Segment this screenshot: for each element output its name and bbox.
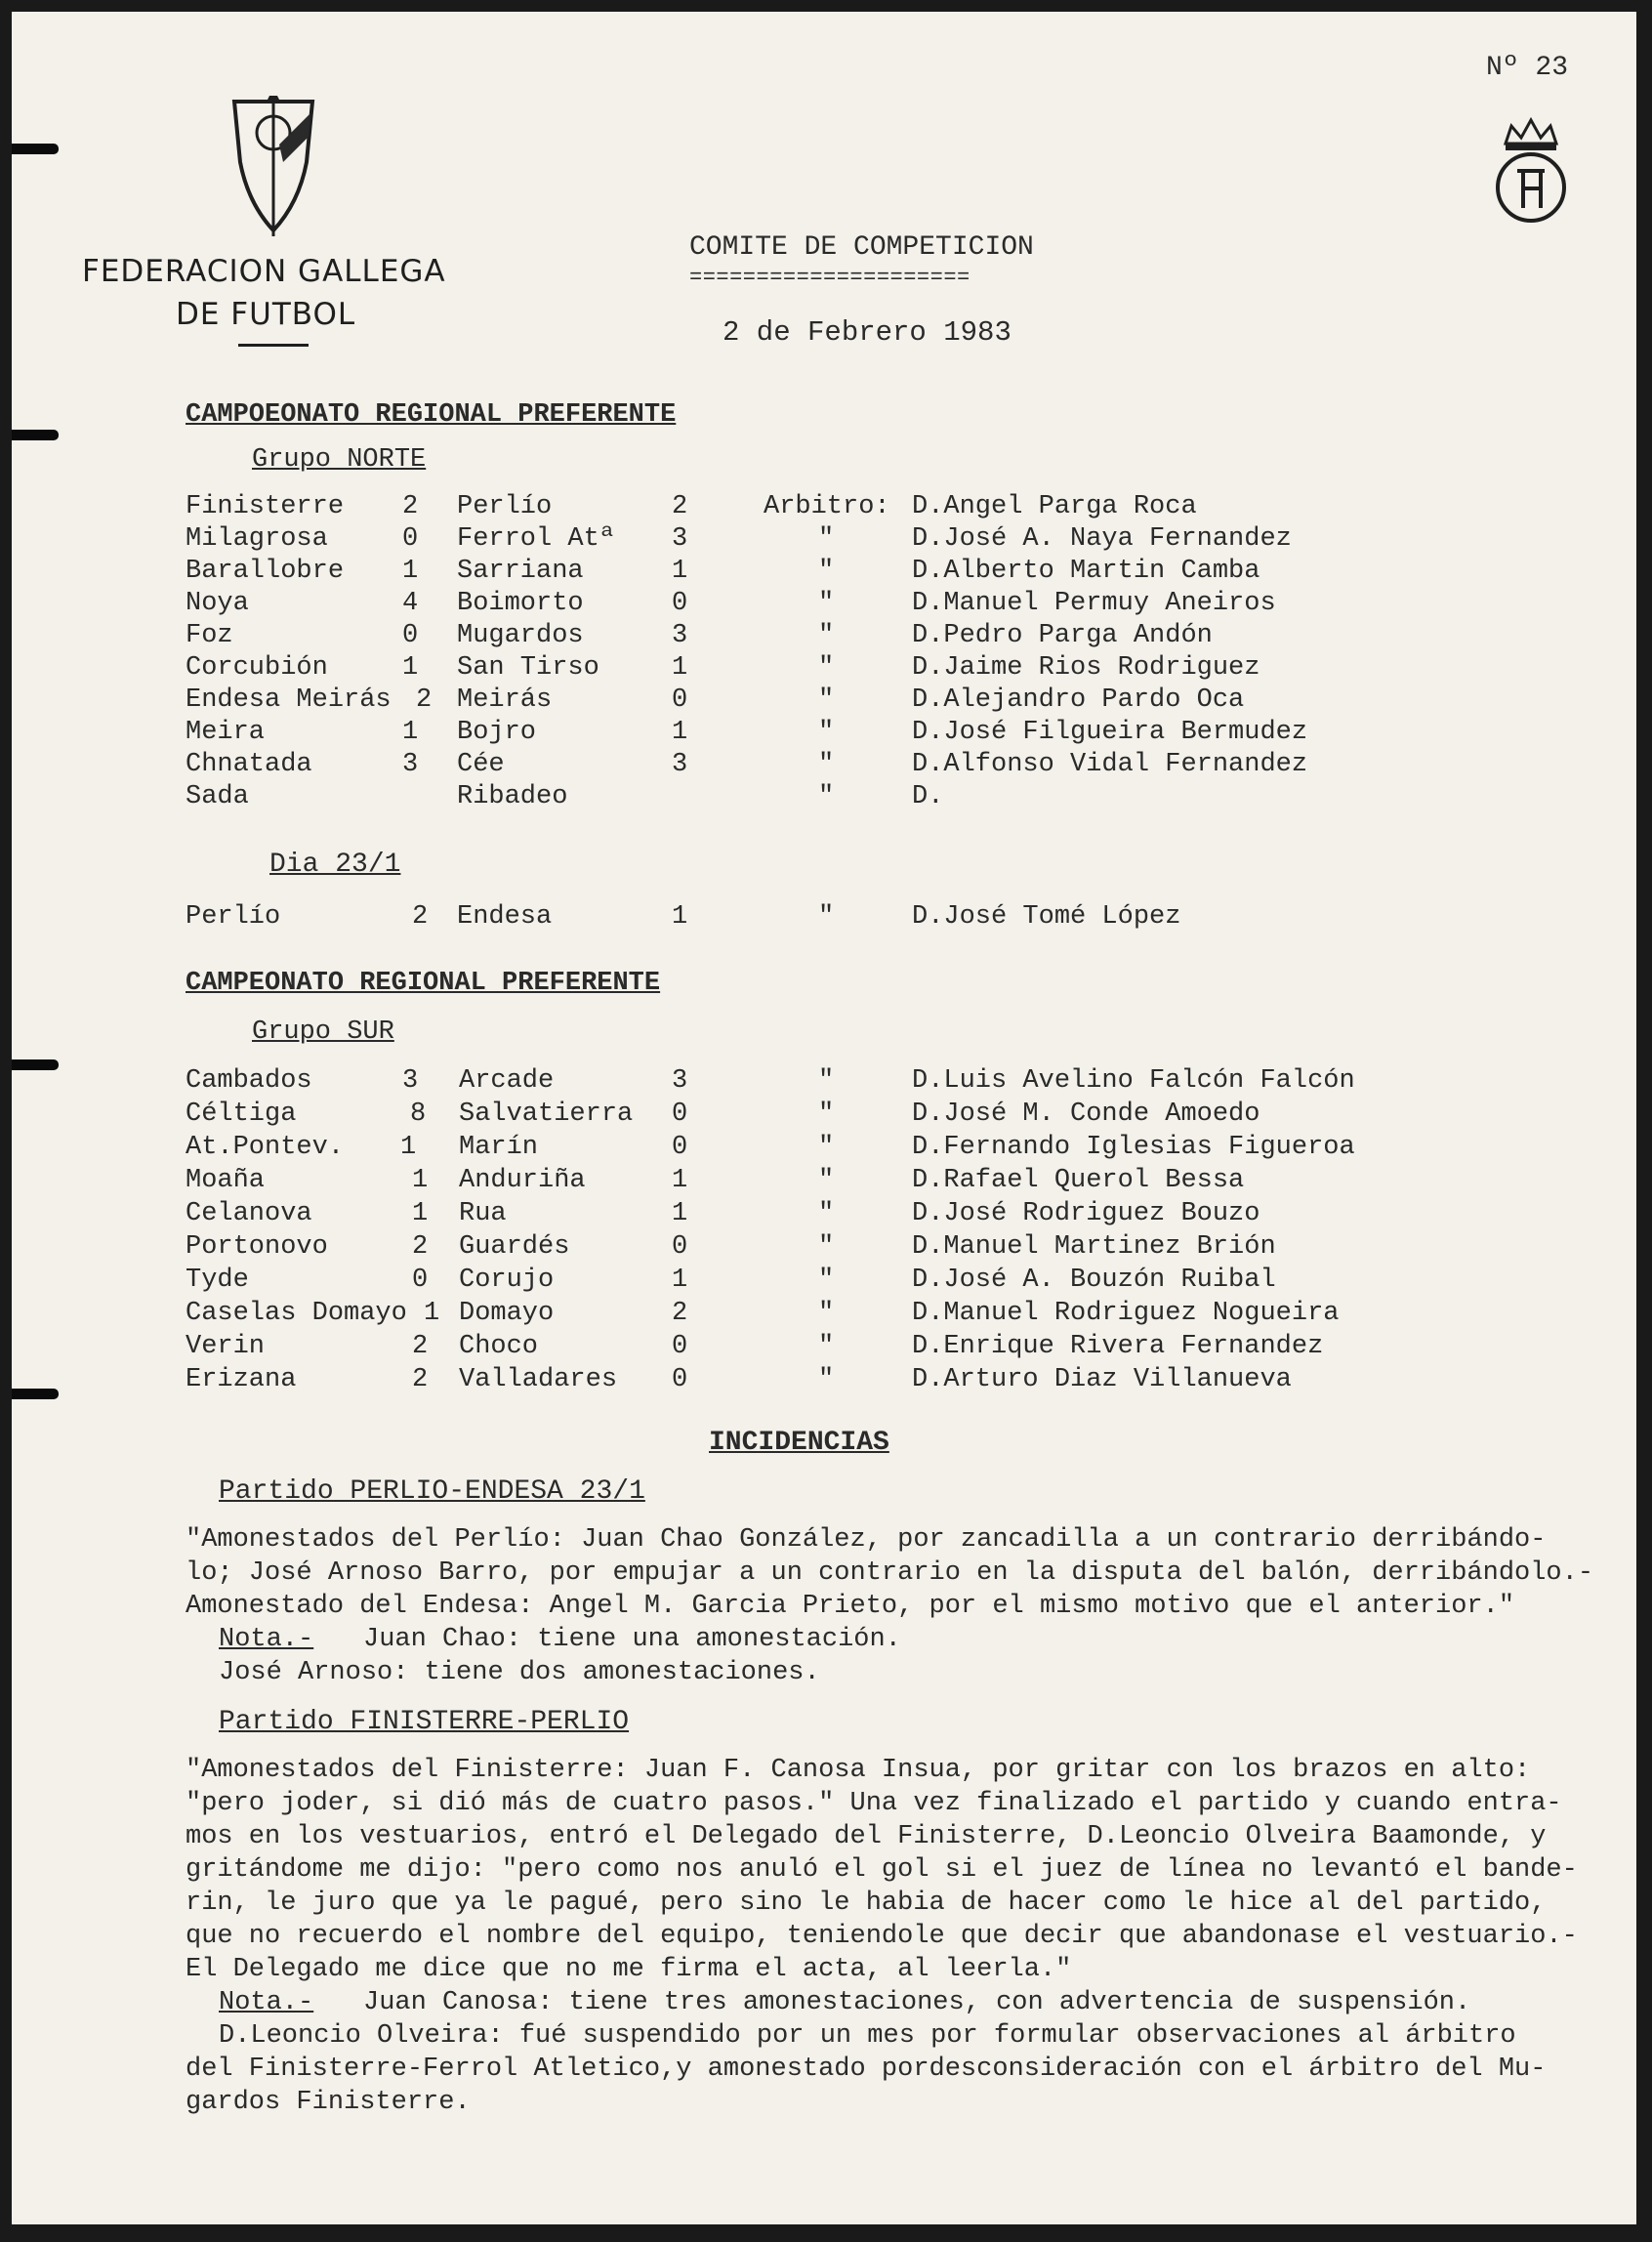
punch-hole: [12, 1389, 59, 1399]
referee-name: D.Arturo Diaz Villanueva: [912, 1365, 1292, 1394]
home-team: Moaña: [186, 1166, 266, 1195]
home-goals: 4: [402, 589, 419, 618]
match-list-day: [186, 902, 1357, 937]
referee-name: D.Luis Avelino Falcón Falcón: [912, 1066, 1355, 1096]
match-list-sur: [186, 1066, 1396, 1398]
home-goals: 1: [402, 718, 419, 747]
home-goals: 8: [410, 1100, 427, 1129]
nota-line: D.Leoncio Olveira: fué suspendido por un mes por formular observaciones al árbitro: [219, 2021, 1516, 2051]
document-page: [12, 12, 1636, 2224]
home-goals: 3: [402, 1066, 419, 1096]
referee-label: ": [818, 1199, 835, 1228]
referee-label: ": [818, 1332, 835, 1361]
home-team: Tyde: [186, 1266, 249, 1295]
referee-label: ": [818, 1066, 835, 1096]
referee-name: D.José Filgueira Bermudez: [912, 718, 1308, 747]
referee-label: ": [818, 782, 835, 811]
home-team: At.Pontev.: [186, 1133, 345, 1162]
referee-name: D.: [912, 782, 944, 811]
away-team: Arcade: [459, 1066, 555, 1096]
home-team: Corcubión: [186, 653, 328, 683]
referee-label: ": [818, 1266, 835, 1295]
referee-name: D.José M. Conde Amoedo: [912, 1100, 1260, 1129]
referee-label: ": [818, 1232, 835, 1262]
home-team: Cambados: [186, 1066, 312, 1096]
home-goals: 1: [412, 1166, 429, 1195]
incident-text-line: "pero joder, si dió más de cuatro pasos." Una vez finalizado el partido y cuando entra-: [186, 1789, 1562, 1818]
federation-shield-icon: [228, 94, 318, 240]
punch-hole: [12, 430, 59, 440]
home-goals: 3: [402, 750, 419, 779]
home-goals: 2: [412, 902, 429, 932]
away-goals: 3: [672, 1066, 688, 1096]
away-goals: 3: [672, 750, 688, 779]
home-goals: 0: [402, 524, 419, 554]
away-team: Sarriana: [457, 557, 584, 586]
match-list-norte: [186, 492, 1357, 844]
home-team: Verin: [186, 1332, 266, 1361]
home-team: Endesa Meirás: [186, 685, 392, 715]
referee-label: ": [818, 653, 835, 683]
away-goals: 1: [672, 718, 688, 747]
nota-line: del Finisterre-Ferrol Atletico,y amonestado pordesconsideración con el árbitro del Mu-: [186, 2055, 1547, 2084]
referee-name: D.Fernando Iglesias Figueroa: [912, 1133, 1355, 1162]
away-team: Marín: [459, 1133, 539, 1162]
away-goals: 3: [672, 621, 688, 650]
referee-label: ": [818, 1365, 835, 1394]
away-goals: 0: [672, 1133, 688, 1162]
away-team: Ferrol Atª: [457, 524, 616, 554]
nota-line: José Arnoso: tiene dos amonestaciones.: [219, 1658, 820, 1687]
home-team: Milagrosa: [186, 524, 328, 554]
referee-name: D.Manuel Rodriguez Nogueira: [912, 1299, 1340, 1328]
away-team: Cée: [457, 750, 505, 779]
referee-label: ": [818, 750, 835, 779]
away-goals: 1: [672, 653, 688, 683]
nota-line: Juan Canosa: tiene tres amonestaciones, con advertencia de suspensión.: [363, 1988, 1471, 2017]
away-team: Bojro: [457, 718, 537, 747]
referee-label: ": [818, 621, 835, 650]
home-team: Portonovo: [186, 1232, 328, 1262]
document-date: 2 de Febrero 1983: [723, 316, 1012, 349]
home-goals: 0: [402, 621, 419, 650]
home-team: Perlío: [186, 902, 281, 932]
away-goals: 0: [672, 1332, 688, 1361]
nota-line: gardos Finisterre.: [186, 2088, 471, 2117]
incident-text-line: "Amonestados del Perlío: Juan Chao González, por zancadilla a un contrario derribándo-: [186, 1525, 1547, 1555]
away-team: Ribadeo: [457, 782, 568, 811]
home-team: Meira: [186, 718, 266, 747]
away-team: Salvatierra: [459, 1100, 634, 1129]
incident-text-line: gritándome me dijo: "pero como nos anuló el gol si el juez de línea no levantó el bande-: [186, 1855, 1578, 1885]
championship-heading-norte: CAMPOEONATO REGIONAL PREFERENTE: [186, 400, 677, 430]
federation-name-line1: FEDERACION GALLEGA: [82, 254, 446, 289]
incident-text-line: Amonestado del Endesa: Angel M. Garcia Prieto, por el mismo motivo que el anterior.": [186, 1592, 1515, 1621]
home-goals: 1: [424, 1299, 440, 1328]
incident-text-line: lo; José Arnoso Barro, por empujar a un contrario en la disputa del balón, derribándolo.-: [186, 1558, 1594, 1588]
home-goals: 1: [402, 557, 419, 586]
referee-name: D.Jaime Rios Rodriguez: [912, 653, 1260, 683]
home-team: Céltiga: [186, 1100, 297, 1129]
away-goals: 0: [672, 1365, 688, 1394]
nota-line: Juan Chao: tiene una amonestación.: [363, 1625, 901, 1654]
incident-2-title: Partido FINISTERRE-PERLIO: [219, 1707, 630, 1737]
referee-name: D.Alfonso Vidal Fernandez: [912, 750, 1308, 779]
referee-label: Arbitro:: [764, 492, 890, 521]
title-underline: =====================: [689, 266, 971, 290]
away-goals: 1: [672, 1166, 688, 1195]
away-team: Anduriña: [459, 1166, 586, 1195]
away-goals: 1: [672, 902, 688, 932]
away-team: Valladares: [459, 1365, 618, 1394]
away-goals: 0: [672, 1232, 688, 1262]
incidencias-heading: INCIDENCIAS: [709, 1428, 889, 1458]
away-goals: 0: [672, 1100, 688, 1129]
away-goals: 1: [672, 1199, 688, 1228]
incident-1-body: [186, 1523, 1631, 1689]
referee-name: D.Angel Parga Roca: [912, 492, 1197, 521]
nota-label: Nota.-: [219, 1988, 314, 2017]
referee-name: D.Manuel Martinez Brión: [912, 1232, 1276, 1262]
away-goals: 3: [672, 524, 688, 554]
home-goals: 2: [412, 1232, 429, 1262]
championship-heading-sur: CAMPEONATO REGIONAL PREFERENTE: [186, 969, 661, 998]
home-team: Chnatada: [186, 750, 312, 779]
away-team: Domayo: [459, 1299, 555, 1328]
home-goals: 1: [402, 653, 419, 683]
away-team: San Tirso: [457, 653, 599, 683]
incident-text-line: "Amonestados del Finisterre: Juan F. Canosa Insua, por gritar con los brazos en alto:: [186, 1756, 1531, 1785]
federation-name-line2: DE FUTBOL: [176, 297, 356, 332]
group-heading-sur: Grupo SUR: [252, 1017, 394, 1047]
incident-2-body: [186, 1754, 1631, 2144]
referee-name: D.José Tomé López: [912, 902, 1181, 932]
away-team: Meirás: [457, 685, 553, 715]
home-goals: 1: [400, 1133, 417, 1162]
royal-federation-emblem-icon: [1490, 114, 1572, 229]
referee-label: ": [818, 685, 835, 715]
referee-name: D.José Rodriguez Bouzo: [912, 1199, 1260, 1228]
match-day-heading: Dia 23/1: [269, 850, 401, 880]
punch-hole: [12, 144, 59, 154]
away-team: Boimorto: [457, 589, 584, 618]
incident-text-line: que no recuerdo el nombre del equipo, teniendole que decir que abandonase el vestuario.-: [186, 1922, 1578, 1951]
away-team: Rua: [459, 1199, 507, 1228]
away-goals: 2: [672, 1299, 688, 1328]
home-team: Barallobre: [186, 557, 345, 586]
home-goals: 2: [412, 1332, 429, 1361]
incident-1-title: Partido PERLIO-ENDESA 23/1: [219, 1476, 645, 1507]
home-goals: 0: [412, 1266, 429, 1295]
page-number: Nº 23: [1486, 53, 1569, 83]
referee-label: ": [818, 1299, 835, 1328]
home-goals: 2: [412, 1365, 429, 1394]
away-goals: 1: [672, 557, 688, 586]
referee-label: ": [818, 1166, 835, 1195]
home-team: Celanova: [186, 1199, 312, 1228]
home-team: Noya: [186, 589, 249, 618]
referee-name: D.Alberto Martin Camba: [912, 557, 1260, 586]
home-goals: 2: [402, 492, 419, 521]
referee-name: D.Pedro Parga Andón: [912, 621, 1213, 650]
home-team: Sada: [186, 782, 249, 811]
nota-label: Nota.-: [219, 1625, 314, 1654]
away-team: Corujo: [459, 1266, 555, 1295]
referee-name: D.Rafael Querol Bessa: [912, 1166, 1245, 1195]
away-goals: 1: [672, 1266, 688, 1295]
away-goals: 2: [672, 492, 688, 521]
away-team: Mugardos: [457, 621, 584, 650]
home-team: Finisterre: [186, 492, 345, 521]
incident-text-line: rin, le juro que ya le pagué, pero sino le habia de hacer como le hice al del partido,: [186, 1889, 1547, 1918]
away-goals: 0: [672, 589, 688, 618]
incident-text-line: mos en los vestuarios, entró el Delegado del Finisterre, D.Leoncio Olveira Baamonde, y: [186, 1822, 1547, 1851]
away-team: Choco: [459, 1332, 539, 1361]
home-team: Erizana: [186, 1365, 297, 1394]
away-team: Guardés: [459, 1232, 570, 1262]
referee-label: ": [818, 524, 835, 554]
referee-name: D.José A. Bouzón Ruibal: [912, 1266, 1276, 1295]
referee-label: ": [818, 1100, 835, 1129]
referee-label: ": [818, 589, 835, 618]
punch-hole: [12, 1059, 59, 1070]
referee-label: ": [818, 557, 835, 586]
group-heading-norte: Grupo NORTE: [252, 445, 427, 475]
referee-name: D.José A. Naya Fernandez: [912, 524, 1292, 554]
away-goals: 0: [672, 685, 688, 715]
away-team: Endesa: [457, 902, 553, 932]
home-team: Caselas Domayo: [186, 1299, 407, 1328]
referee-label: ": [818, 1133, 835, 1162]
home-goals: 1: [412, 1199, 429, 1228]
home-team: Foz: [186, 621, 233, 650]
away-team: Perlío: [457, 492, 553, 521]
referee-label: ": [818, 718, 835, 747]
incident-text-line: El Delegado me dice que no me firma el acta, al leerla.": [186, 1955, 1072, 1984]
referee-name: D.Alejandro Pardo Oca: [912, 685, 1245, 715]
referee-label: ": [818, 902, 835, 932]
referee-name: D.Enrique Rivera Fernandez: [912, 1332, 1324, 1361]
referee-name: D.Manuel Permuy Aneiros: [912, 589, 1276, 618]
header-rule: [238, 344, 309, 347]
document-title: COMITE DE COMPETICION: [689, 232, 1034, 263]
home-goals: 2: [416, 685, 433, 715]
